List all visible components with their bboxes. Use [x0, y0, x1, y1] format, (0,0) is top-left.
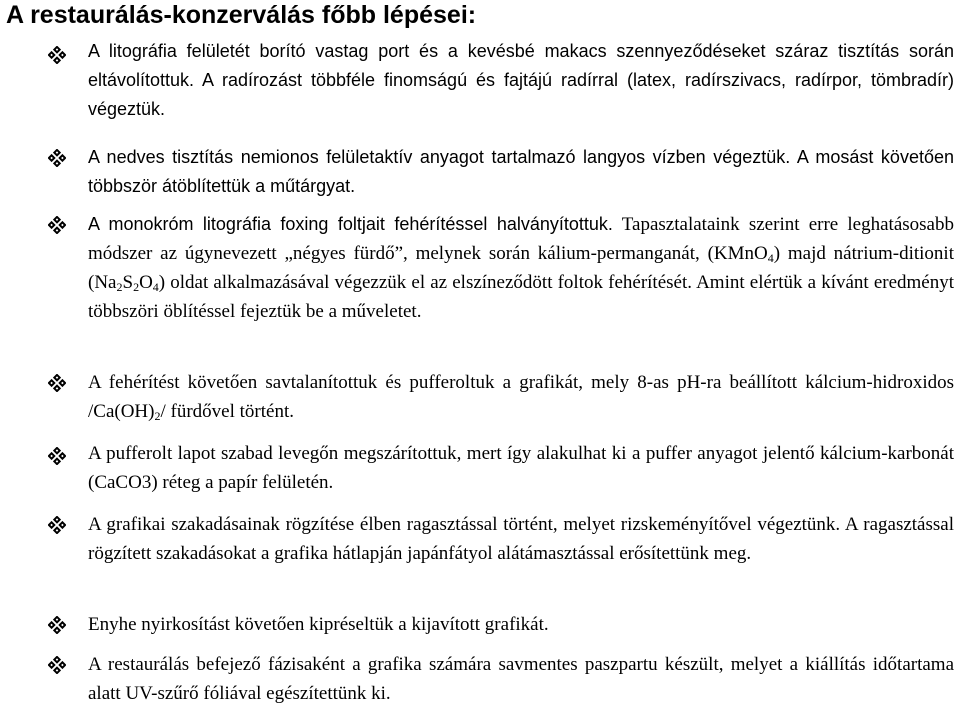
four-petal-diamond-bullet-icon — [48, 447, 66, 465]
list-item-text: Enyhe nyirkosítást követően kipréseltük a kijavított grafikát. — [88, 614, 549, 635]
subscript: 4 — [767, 251, 774, 265]
four-petal-diamond-bullet-icon — [48, 46, 66, 64]
list-item-text: A grafikai szakadásainak rögzítése élben ragasztással történt, melyet rizskeményítővel végeztünk. A ragasztással rögzített szakadásokat a grafika hátlapján japánfátyol alátámasztással erősítettünk meg. — [88, 514, 954, 564]
list-item-text-part: Tapasztalataink szerint erre leghatásosabb módszer az úgynevezett „négyes fürdő”, melynek során kálium-permanganát, (KMnO — [88, 214, 954, 264]
subscript: 4 — [152, 280, 159, 294]
page-title: A restaurálás-konzerválás főbb lépései: — [6, 1, 477, 29]
subscript: 2 — [133, 280, 140, 294]
four-petal-diamond-bullet-icon — [48, 516, 66, 534]
four-petal-diamond-bullet-icon — [48, 656, 66, 674]
list-item-text-part: S — [122, 272, 134, 293]
list-item-text-part: O — [139, 272, 153, 293]
list-item-text-part: / fürdővel történt. — [160, 401, 294, 422]
list-item-text: A litográfia felületét borító vastag port és a kevésbé makacs szennyeződéseket száraz tisztítás során eltávolítottuk. A radírozást többféle finomságú és fajtájú radírral (latex, radírszivacs, radírpor, tömbradír) végeztük. — [88, 41, 954, 119]
list-item-text-part: A monokróm litográfia foxing foltjait fehérítéssel halványítottuk. — [88, 214, 613, 234]
list-item-text-part: ) majd nátrium-ditionit (Na — [88, 243, 954, 293]
four-petal-diamond-bullet-icon — [48, 216, 66, 234]
list-item-text: A restaurálás befejező fázisaként a grafika számára savmentes paszpartu készült, melyet a kiállítás időtartama alatt UV-szűrő fóliával egészítettünk ki. — [88, 654, 954, 704]
list-item-text-part: A fehérítést követően savtalanítottuk és pufferoltuk a grafikát, mely 8-as pH-ra beállított kálcium-hidroxidos /Ca(OH) — [88, 372, 954, 422]
list-item-text: A pufferolt lapot szabad levegőn megszárítottuk, mert így alakulhat ki a puffer anyagot jelentő kálcium-karbonát (CaCO3) réteg a papír felületén. — [88, 443, 954, 493]
four-petal-diamond-bullet-icon — [48, 149, 66, 167]
list-item-text-part: ) oldat alkalmazásával végezzük el az elszíneződött foltok fehérítését. Amint elértük a kívánt eredményt többszöri öblítéssel fejeztük be a műveletet. — [88, 272, 954, 322]
list-item-text: A nedves tisztítás nemionos felületaktív anyagot tartalmazó langyos vízben végeztük. A mosást követően többször átöblítettük a műtárgyat. — [88, 147, 954, 196]
subscript: 2 — [154, 409, 161, 423]
list-item-text — [88, 368, 954, 426]
four-petal-diamond-bullet-icon — [48, 374, 66, 392]
subscript: 2 — [116, 280, 123, 294]
list-item-text — [88, 210, 954, 326]
four-petal-diamond-bullet-icon — [48, 616, 66, 634]
